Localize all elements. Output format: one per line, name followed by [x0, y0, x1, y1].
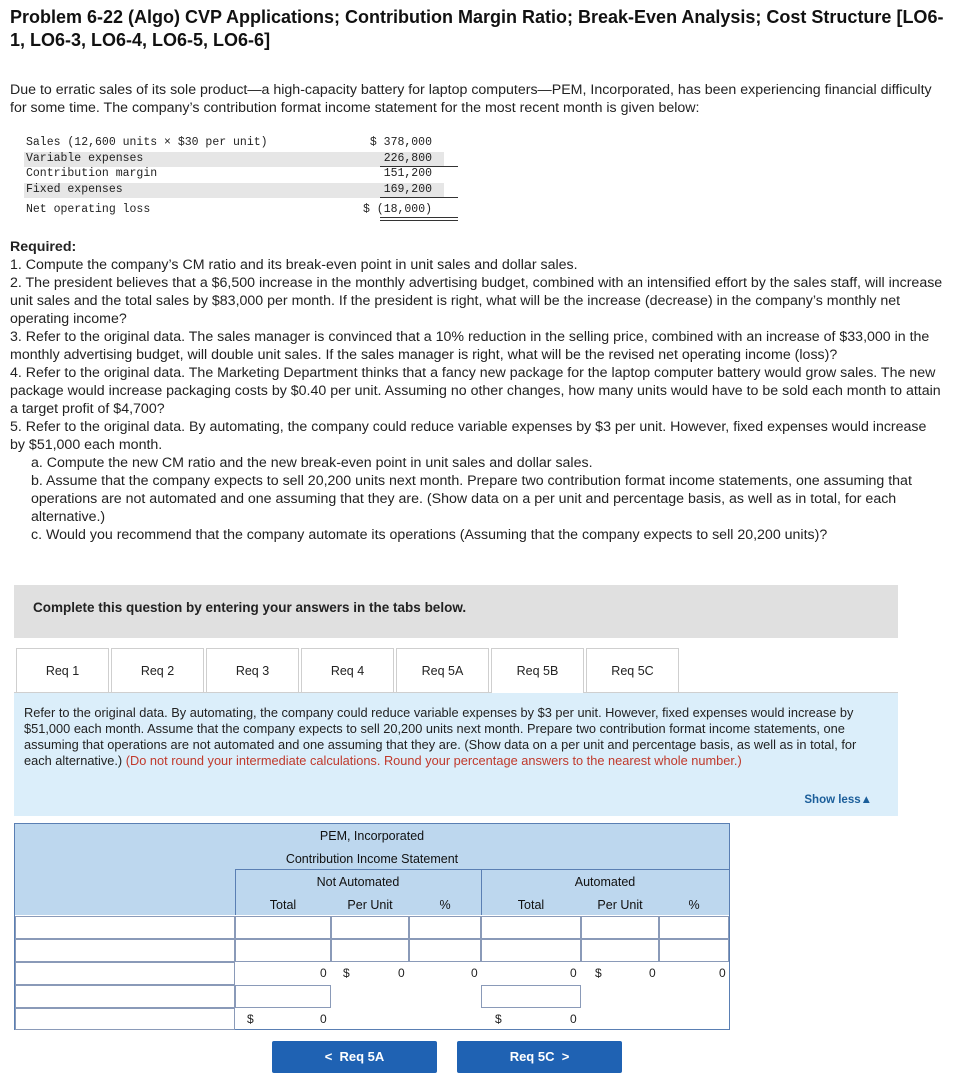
divider — [380, 197, 458, 198]
tab-req-5a[interactable]: Req 5A — [396, 648, 489, 693]
total-input[interactable] — [235, 939, 331, 962]
is-value: 169,200 — [383, 182, 432, 196]
tab-req-1[interactable]: Req 1 — [16, 648, 109, 693]
row-label-input[interactable] — [15, 985, 235, 1008]
per-unit-input[interactable] — [331, 939, 409, 962]
dollar-sign: $ — [595, 966, 602, 980]
next-button[interactable] — [457, 1041, 622, 1073]
company-name: PEM, Incorporated — [319, 829, 425, 843]
percent-input[interactable] — [409, 916, 481, 939]
is-row-variable — [24, 152, 444, 168]
divider — [380, 166, 458, 167]
required-item: 1. Compute the company’s CM ratio and its break-even point in unit sales and dollar sales. — [10, 257, 578, 273]
is-label: Contribution margin — [26, 167, 158, 180]
required-subitem: a. Compute the new CM ratio and the new break-even point in unit sales and dollar sales. — [31, 455, 593, 471]
is-label: Sales (12,600 units × $30 per unit) — [26, 136, 268, 149]
col-per-unit-auto: Per Unit — [597, 898, 643, 912]
tab-req-5b[interactable]: Req 5B — [491, 648, 584, 694]
computed-per-unit-auto: 0 — [649, 966, 656, 980]
total-input[interactable] — [481, 985, 581, 1008]
chevron-left-icon: < — [324, 1049, 333, 1064]
statement-title: Contribution Income Statement — [285, 852, 459, 866]
divider — [235, 869, 729, 870]
is-row-sales — [24, 136, 444, 152]
total-input[interactable] — [235, 985, 331, 1008]
intro-text: Due to erratic sales of its sole product—a high-capacity battery for laptop computers—PEM, Incorporated, has been experiencing financial difficulty for some time. The company’s contribution format income statement for the most recent month is given below: — [10, 82, 932, 116]
is-value: 226,800 — [383, 151, 432, 165]
divider — [380, 217, 458, 218]
row-label-input[interactable] — [15, 1008, 235, 1030]
per-unit-input[interactable] — [581, 939, 659, 962]
is-row-fixed — [24, 183, 444, 199]
panel-description: Refer to the original data. By automating, the company could reduce variable expenses by $3 per unit. However, fixed expenses would increase by $51,000 each month. Assume that the company expects to sell 20,200 units next month. Prepare two contribution format income statements, one assuming that operations are not automated and one assuming that they are. (Show data on a per unit and percentage basis, as well as in total, for each alternative.) — [24, 705, 857, 768]
chevron-right-icon: > — [561, 1049, 570, 1064]
computed-pct-not: 0 — [471, 966, 478, 980]
divider — [380, 220, 458, 221]
is-value: $ (18,000) — [362, 203, 432, 216]
percent-input[interactable] — [659, 916, 729, 939]
total-input[interactable] — [235, 916, 331, 939]
is-value: $ 378,000 — [369, 136, 432, 149]
group-automated: Automated — [574, 875, 636, 889]
computed-per-unit-not: 0 — [398, 966, 405, 980]
tab-req-2[interactable]: Req 2 — [111, 648, 204, 693]
dollar-sign: $ — [247, 1012, 254, 1026]
prev-button-label: Req 5A — [339, 1049, 385, 1064]
computed-net-auto: 0 — [570, 1012, 577, 1026]
col-total-not: Total — [269, 898, 297, 912]
question-panel — [14, 693, 898, 816]
computed-pct-auto: 0 — [719, 966, 726, 980]
row-label-input[interactable] — [15, 916, 235, 939]
row-label-input[interactable] — [15, 939, 235, 962]
total-input[interactable] — [481, 939, 581, 962]
group-not-automated: Not Automated — [316, 875, 400, 889]
per-unit-input[interactable] — [331, 916, 409, 939]
computed-net-not: 0 — [320, 1012, 327, 1026]
computed-total-not: 0 — [320, 966, 327, 980]
prev-button[interactable] — [272, 1041, 437, 1073]
next-button-label: Req 5C — [509, 1049, 555, 1064]
required-heading: Required: — [10, 239, 77, 255]
banner-text: Complete this question by entering your answers in the tabs below. — [33, 600, 467, 615]
tab-req-4[interactable]: Req 4 — [301, 648, 394, 693]
instruction-banner — [14, 585, 898, 638]
is-label: Fixed expenses — [26, 182, 123, 196]
problem-title: Problem 6-22 (Algo) CVP Applications; Contribution Margin Ratio; Break-Even Analysis; Cost Structure [LO6-1, LO6-3, LO6-4, LO6-5, LO6-6] — [10, 7, 944, 50]
col-per-unit-not: Per Unit — [347, 898, 393, 912]
tab-req-5c[interactable]: Req 5C — [586, 648, 679, 693]
tab-req-3[interactable]: Req 3 — [206, 648, 299, 693]
required-item: 2. The president believes that a $6,500 increase in the monthly advertising budget, combined with an intensified effort by the sales staff, will increase unit sales and the total sales by $83,000 per month. If the president is right, what will be the increase (decrease) in the company’s monthly net operating income? — [10, 275, 943, 327]
required-item: 5. Refer to the original data. By automating, the company could reduce variable expenses by $3 per unit. However, fixed expenses would increase by $51,000 each month. — [10, 419, 927, 453]
is-label: Variable expenses — [26, 151, 144, 165]
computed-total-auto: 0 — [570, 966, 577, 980]
income-statement-table — [14, 823, 730, 1030]
dollar-sign: $ — [495, 1012, 502, 1026]
dollar-sign: $ — [343, 966, 350, 980]
percent-input[interactable] — [659, 939, 729, 962]
required-subitem: c. Would you recommend that the company automate its operations (Assuming that the company expects to sell 20,200 units)? — [31, 527, 828, 543]
per-unit-input[interactable] — [581, 916, 659, 939]
percent-input[interactable] — [409, 939, 481, 962]
income-statement — [24, 136, 444, 219]
total-input[interactable] — [481, 916, 581, 939]
required-item: 3. Refer to the original data. The sales manager is convinced that a 10% reduction in the selling price, combined with an increase of $33,000 in the monthly advertising budget, will double unit sales. If the sales manager is right, what will be the revised net operating income (loss)? — [10, 329, 930, 363]
required-item: 4. Refer to the original data. The Marketing Department thinks that a fancy new package for the laptop computer battery would grow sales. The new package would increase packaging costs by $0.40 per unit. Assuming no other changes, how many units would have to be sold each month to attain a target profit of $4,700? — [10, 365, 941, 417]
panel-text — [24, 705, 886, 769]
is-label: Net operating loss — [26, 203, 151, 216]
show-less-link[interactable]: Show less▲ — [804, 794, 872, 806]
row-label-input[interactable] — [15, 962, 235, 985]
is-value: 151,200 — [383, 167, 432, 180]
is-row-cm — [24, 167, 444, 183]
col-pct-not: % — [439, 898, 451, 912]
panel-instruction: (Do not round your intermediate calculations. Round your percentage answers to the nearest whole number.) — [125, 753, 742, 768]
col-pct-auto: % — [688, 898, 700, 912]
required-subitem: b. Assume that the company expects to sell 20,200 units next month. Prepare two contribution format income statements, one assuming that operations are not automated and one assuming that they are. (Show data on a per unit and percentage basis, as well as in total, for each alternative.) — [31, 473, 912, 525]
col-total-auto: Total — [517, 898, 545, 912]
required-section — [10, 238, 945, 544]
